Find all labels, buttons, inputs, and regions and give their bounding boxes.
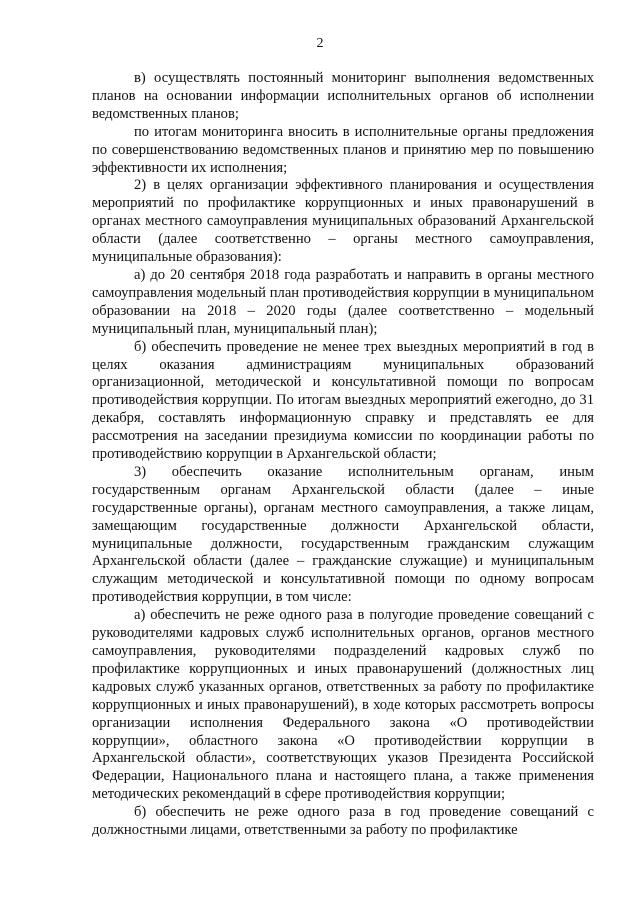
paragraph-item-2a: а) до 20 сентября 2018 года разработать и направить в органы местного самоуправления модельный план противодействия коррупции в муниципальном образовании на 2018 – 2020 годы (далее соответственно – модельный муниципальный план, муниципальный план); bbox=[92, 266, 594, 337]
page-number: 2 bbox=[316, 36, 324, 51]
document-body bbox=[92, 70, 594, 840]
paragraph-item-2b: б) обеспечить проведение не менее трех выездных мероприятий в год в целях оказания администрациям муниципальных образований организационной, методической и консультативной помощи по вопросам противодействия коррупции. По итогам выездных мероприятий ежегодно, до 31 декабря, составлять информационную справку и представлять ее для рассмотрения на заседании президиума комиссии по координации работы по противодействию коррупции в Архангельской области; bbox=[92, 338, 594, 463]
paragraph-item-2: 2) в целях организации эффективного планирования и осуществления мероприятий по профилактике коррупционных и иных правонарушений в органах местного самоуправления муниципальных образований Архангельской области (далее соответственно – органы местного самоуправления, муниципальные образования): bbox=[92, 177, 594, 266]
paragraph-monitoring: в) осуществлять постоянный мониторинг выполнения ведомственных планов на основании информации исполнительных органов об исполнении ведомственных планов; bbox=[92, 70, 594, 122]
paragraph-proposals: по итогам мониторинга вносить в исполнительные органы предложения по совершенствованию ведомственных планов и принятию мер по повышению эффективности их исполнения; bbox=[92, 123, 594, 176]
paragraph-item-3b: б) обеспечить не реже одного раза в год проведение совещаний с должностными лицами, ответственными за работу по профилактике bbox=[92, 804, 594, 839]
paragraph-item-3: 3) обеспечить оказание исполнительным органам, иным государственным органам Архангельской области (далее – иные государственные органы), органам местного самоуправления, а также лицам, замещающим государственные должности Архангельской области, муниципальные должности, государственным гражданским служащим Архангельской области (далее – гражданские служащие) и муниципальным служащим методической и консультативной помощи по одному вопросам противодействия коррупции, в том числе: bbox=[92, 463, 594, 606]
paragraph-item-3a: а) обеспечить не реже одного раза в полугодие проведение совещаний с руководителями кадровых служб исполнительных органов, органов местного самоуправления, руководителями подразделений кадровых служб по профилактике коррупционных и иных правонарушений (должностных лиц кадровых служб указанных органов, ответственных за работу по профилактике коррупционных и иных правонарушений), в ходе которых рассмотреть вопросы организации исполнения Федерального закона «О противодействии коррупции», областного закона «О противодействии коррупции в Архангельской области», соответствующих указов Президента Российской Федерации, Национального плана и настоящего плана, а также применения методических рекомендаций в сфере противодействия коррупции; bbox=[92, 607, 594, 803]
